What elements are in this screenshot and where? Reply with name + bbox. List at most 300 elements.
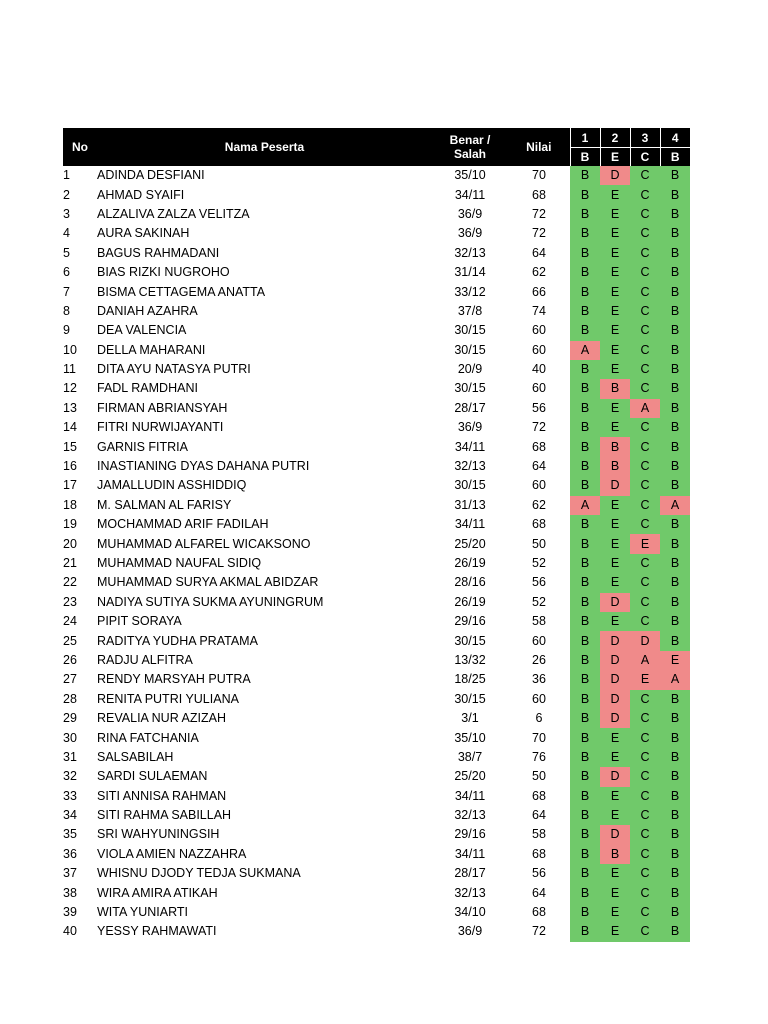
participant-name: ALZALIVA ZALZA VELITZA [97,206,250,221]
participant-name: SRI WAHYUNINGSIH [97,827,220,842]
answer-cell-q2: D [600,593,630,612]
table-row [63,534,690,553]
benar-salah-value: 34/11 [454,846,486,861]
table-row [63,263,690,282]
answer-cell-q4: B [660,806,690,825]
benar-salah-value: 34/11 [454,788,486,803]
answer-cell-q3: C [630,224,660,243]
answer-cell-q4: B [660,205,690,224]
answer-cell-q1: B [570,690,600,709]
row-number: 6 [63,265,70,280]
nilai-value: 68 [532,517,546,532]
answer-cell-q4: B [660,515,690,534]
table-row [63,554,690,573]
answer-cell-q2: E [600,612,630,631]
answer-cell-q2: D [600,651,630,670]
table-row [63,864,690,883]
table-row [63,787,690,806]
answer-cell-q3: C [630,573,660,592]
answer-cell-q1: B [570,437,600,456]
benar-salah-value: 29/16 [454,827,486,842]
participant-name: AURA SAKINAH [97,226,190,241]
answer-cell-q2: E [600,205,630,224]
answer-cell-q4: B [660,476,690,495]
table-row [63,185,690,204]
answer-cell-q3: C [630,496,660,515]
row-number: 39 [63,905,77,920]
nilai-value: 68 [532,905,546,920]
table-row [63,670,690,689]
table-row [63,437,690,456]
table-row [63,496,690,515]
row-number: 33 [63,788,77,803]
answer-cell-q4: B [660,883,690,902]
answer-cell-q1: B [570,903,600,922]
answer-cell-q2: E [600,883,630,902]
answer-cell-q2: D [600,767,630,786]
answer-cell-q1: B [570,515,600,534]
nilai-value: 64 [532,459,546,474]
answer-cell-q1: B [570,767,600,786]
benar-salah-value: 35/10 [454,168,486,183]
benar-salah-value: 13/32 [454,652,486,667]
participant-name: SARDI SULAEMAN [97,769,208,784]
participant-name: BIAS RIZKI NUGROHO [97,265,230,280]
row-number: 12 [63,381,77,396]
benar-salah-value: 29/16 [454,614,486,629]
nilai-value: 72 [532,226,546,241]
benar-salah-value: 3/1 [461,711,479,726]
participant-name: RINA FATCHANIA [97,730,199,745]
participant-name: SITI ANNISA RAHMAN [97,788,227,803]
participant-name: FITRI NURWIJAYANTI [97,420,224,435]
answer-cell-q4: B [660,612,690,631]
benar-salah-value: 34/11 [454,439,486,454]
answer-cell-q2: E [600,282,630,301]
answer-cell-q3: C [630,903,660,922]
answer-cell-q3: C [630,263,660,282]
benar-salah-value: 20/9 [457,362,483,377]
benar-salah-value: 36/9 [457,420,483,435]
table-row [63,883,690,902]
nilai-value: 40 [532,362,546,377]
nilai-value: 72 [532,206,546,221]
row-number: 18 [63,497,77,512]
answer-cell-q4: B [660,437,690,456]
answer-key-2: E [600,148,630,167]
header-benar-label: Benar / [449,133,491,147]
table-row [63,515,690,534]
row-number: 26 [63,652,77,667]
participant-name: DELLA MAHARANI [97,342,206,357]
benar-salah-value: 34/11 [454,187,486,202]
row-number: 9 [63,323,70,338]
row-number: 4 [63,226,70,241]
answer-cell-q3: C [630,767,660,786]
table-row [63,205,690,224]
table-header [63,128,690,166]
row-number: 16 [63,459,77,474]
answer-cell-q4: A [660,670,690,689]
answer-cell-q1: B [570,825,600,844]
answer-cell-q3: C [630,418,660,437]
table-row [63,321,690,340]
nilai-value: 50 [532,536,546,551]
answer-cell-q4: B [660,360,690,379]
participant-name: AHMAD SYAIFI [97,187,185,202]
table-row [63,593,690,612]
table-row [63,224,690,243]
answer-cell-q2: B [600,845,630,864]
answer-cell-q3: A [630,651,660,670]
benar-salah-value: 28/16 [454,575,486,590]
table-row [63,573,690,592]
answer-cell-q4: B [660,787,690,806]
participant-name: INASTIANING DYAS DAHANA PUTRI [97,459,310,474]
nilai-value: 70 [532,168,546,183]
answer-cell-q3: C [630,185,660,204]
answer-cell-q4: B [660,418,690,437]
participant-name: SITI RAHMA SABILLAH [97,808,232,823]
answer-cell-q1: B [570,806,600,825]
answer-cell-q1: B [570,476,600,495]
answer-cell-q2: B [600,457,630,476]
nilai-value: 60 [532,633,546,648]
benar-salah-value: 30/15 [454,342,486,357]
nilai-value: 72 [532,924,546,939]
table-row [63,903,690,922]
answer-cell-q4: B [660,457,690,476]
answer-cell-q1: B [570,399,600,418]
answer-cell-q3: C [630,845,660,864]
answer-cell-q2: D [600,631,630,650]
answer-cell-q3: C [630,437,660,456]
table-row [63,690,690,709]
participant-name: WITA YUNIARTI [97,905,188,920]
answer-cell-q1: B [570,709,600,728]
answer-cell-q1: B [570,883,600,902]
nilai-value: 60 [532,691,546,706]
table-row [63,845,690,864]
row-number: 15 [63,439,77,454]
answer-cell-q2: D [600,476,630,495]
answer-cell-q4: B [660,554,690,573]
benar-salah-value: 26/19 [454,556,486,570]
answer-cell-q2: E [600,728,630,747]
participant-name: FIRMAN ABRIANSYAH [97,400,228,415]
row-number: 35 [63,827,77,842]
answer-cell-q2: E [600,922,630,941]
answer-cell-q2: D [600,825,630,844]
nilai-value: 68 [532,439,546,454]
nilai-value: 70 [532,730,546,745]
participant-name: VIOLA AMIEN NAZZAHRA [97,846,247,861]
header-benar-salah [432,128,508,166]
answer-cell-q1: B [570,651,600,670]
participant-name: RENDY MARSYAH PUTRA [97,672,251,687]
table-body [63,166,690,942]
answer-cell-q1: B [570,418,600,437]
answer-cell-q2: D [600,166,630,185]
answer-cell-q2: E [600,399,630,418]
benar-salah-value: 30/15 [454,323,486,338]
table-row [63,806,690,825]
answer-cell-q1: B [570,670,600,689]
table-row [63,728,690,747]
benar-salah-value: 26/19 [454,594,486,609]
answer-cell-q3: A [630,399,660,418]
answer-cell-q2: E [600,496,630,515]
row-number: 34 [63,808,77,823]
benar-salah-value: 34/10 [454,905,486,920]
answer-cell-q4: B [660,534,690,553]
row-number: 14 [63,420,77,435]
answer-cell-q4: B [660,728,690,747]
nilai-value: 52 [532,594,546,609]
row-number: 7 [63,284,70,299]
answer-cell-q4: B [660,399,690,418]
row-number: 5 [63,245,70,260]
benar-salah-value: 28/17 [454,400,486,415]
answer-cell-q1: B [570,224,600,243]
participant-name: RADITYA YUDHA PRATAMA [97,633,258,648]
answer-cell-q3: E [630,670,660,689]
participant-name: RADJU ALFITRA [97,652,193,667]
table-row [63,651,690,670]
participant-name: WIRA AMIRA ATIKAH [97,885,218,900]
participant-name: MUHAMMAD NAUFAL SIDIQ [97,556,262,570]
answer-cell-q3: C [630,690,660,709]
benar-salah-value: 25/20 [454,536,486,551]
answer-cell-q1: B [570,787,600,806]
row-number: 25 [63,633,77,648]
row-number: 31 [63,749,77,764]
row-number: 1 [63,168,70,183]
nilai-value: 62 [532,265,546,280]
answer-cell-q1: B [570,864,600,883]
participant-name: MUHAMMAD SURYA AKMAL ABIDZAR [97,575,319,590]
benar-salah-value: 32/13 [454,885,486,900]
table-row [63,282,690,301]
answer-cell-q1: B [570,631,600,650]
answer-cell-q2: D [600,690,630,709]
table-row [63,457,690,476]
answer-cell-q2: E [600,903,630,922]
row-number: 32 [63,769,77,784]
header-salah-label: Salah [453,147,486,161]
nilai-value: 64 [532,245,546,260]
answer-cell-q1: B [570,302,600,321]
answer-cell-q3: C [630,515,660,534]
answer-cell-q2: E [600,806,630,825]
table-row [63,302,690,321]
answer-cell-q4: B [660,282,690,301]
header-question-3: 3 [630,128,660,148]
answer-cell-q3: C [630,282,660,301]
answer-cell-q4: B [660,748,690,767]
row-number: 30 [63,730,77,745]
answer-cell-q3: C [630,922,660,941]
nilai-value: 56 [532,575,546,590]
answer-cell-q1: B [570,166,600,185]
benar-salah-value: 38/7 [457,749,483,764]
answer-cell-q3: C [630,302,660,321]
participant-name: MUHAMMAD ALFAREL WICAKSONO [97,536,311,551]
row-number: 13 [63,400,77,415]
participant-name: REVALIA NUR AZIZAH [97,711,226,726]
participant-name: YESSY RAHMAWATI [97,924,217,939]
answer-cell-q3: C [630,341,660,360]
answer-cell-q4: B [660,864,690,883]
answer-cell-q2: E [600,321,630,340]
answer-cell-q3: C [630,748,660,767]
answer-cell-q2: B [600,437,630,456]
header-nilai: Nilai [508,128,570,166]
header-name: Nama Peserta [97,128,432,166]
answer-key-3: C [630,148,660,167]
header-question-4: 4 [660,128,690,148]
answer-cell-q3: C [630,554,660,573]
participant-name: RENITA PUTRI YULIANA [97,691,239,706]
participant-name: SALSABILAH [97,749,174,764]
answer-cell-q4: B [660,631,690,650]
answer-cell-q4: B [660,321,690,340]
answer-cell-q2: D [600,670,630,689]
table-row [63,341,690,360]
answer-cell-q2: E [600,748,630,767]
nilai-value: 62 [532,497,546,512]
row-number: 23 [63,594,77,609]
table-row [63,379,690,398]
nilai-value: 68 [532,187,546,202]
header-question-2: 2 [600,128,630,148]
benar-salah-value: 31/14 [454,265,486,280]
row-number: 22 [63,575,77,590]
row-number: 27 [63,672,77,687]
participant-name: JAMALLUDIN ASSHIDDIQ [97,478,247,493]
answer-cell-q2: E [600,341,630,360]
answer-cell-q1: B [570,573,600,592]
answer-cell-q4: A [660,496,690,515]
nilai-value: 60 [532,323,546,338]
answer-cell-q4: B [660,690,690,709]
row-number: 3 [63,206,70,221]
nilai-value: 50 [532,769,546,784]
answer-cell-q2: D [600,709,630,728]
benar-salah-value: 32/13 [454,459,486,474]
row-number: 40 [63,924,77,939]
table-row [63,399,690,418]
participant-name: NADIYA SUTIYA SUKMA AYUNINGRUM [97,594,324,609]
answer-cell-q2: E [600,787,630,806]
participant-name: DEA VALENCIA [97,323,187,338]
answer-cell-q3: C [630,321,660,340]
table-row [63,922,690,941]
nilai-value: 68 [532,846,546,861]
row-number: 10 [63,342,77,357]
participant-name: WHISNU DJODY TEDJA SUKMANA [97,866,301,881]
nilai-value: 60 [532,478,546,493]
benar-salah-value: 34/11 [454,517,486,532]
answer-cell-q2: E [600,263,630,282]
participant-name: BAGUS RAHMADANI [97,245,220,260]
answer-cell-q3: C [630,825,660,844]
nilai-value: 56 [532,866,546,881]
answer-cell-q3: C [630,244,660,263]
answer-cell-q3: C [630,205,660,224]
answer-cell-q3: C [630,787,660,806]
nilai-value: 52 [532,556,546,570]
answer-cell-q3: C [630,457,660,476]
nilai-value: 6 [535,711,543,726]
answer-cell-q4: B [660,244,690,263]
row-number: 17 [63,478,77,493]
answer-cell-q3: C [630,166,660,185]
answer-cell-q4: E [660,651,690,670]
row-number: 19 [63,517,77,532]
answer-key-1: B [570,148,600,167]
answer-cell-q4: B [660,341,690,360]
nilai-value: 72 [532,420,546,435]
participant-name: PIPIT SORAYA [97,614,182,629]
answer-cell-q2: E [600,185,630,204]
answer-cell-q4: B [660,166,690,185]
benar-salah-value: 36/9 [457,226,483,241]
nilai-value: 76 [532,749,546,764]
participant-name: DITA AYU NATASYA PUTRI [97,362,251,377]
benar-salah-value: 30/15 [454,478,486,493]
answer-cell-q1: B [570,360,600,379]
answer-cell-q1: B [570,263,600,282]
table-row [63,418,690,437]
row-number: 36 [63,846,77,861]
benar-salah-value: 30/15 [454,633,486,648]
table-row [63,631,690,650]
row-number: 8 [63,303,70,318]
benar-salah-value: 37/8 [457,303,483,318]
table-row [63,476,690,495]
benar-salah-value: 32/13 [454,245,486,260]
answer-cell-q2: E [600,864,630,883]
table-row [63,709,690,728]
answer-cell-q1: B [570,282,600,301]
nilai-value: 66 [532,284,546,299]
answer-cell-q3: E [630,534,660,553]
row-number: 21 [63,556,77,570]
benar-salah-value: 30/15 [454,381,486,396]
header-question-1: 1 [570,128,600,148]
nilai-value: 60 [532,342,546,357]
benar-salah-value: 18/25 [454,672,486,687]
participant-name: MOCHAMMAD ARIF FADILAH [97,517,269,532]
row-number: 11 [63,362,76,377]
answer-cell-q4: B [660,573,690,592]
answer-cell-q4: B [660,825,690,844]
participant-name: GARNIS FITRIA [97,439,188,454]
answer-cell-q4: B [660,379,690,398]
benar-salah-value: 36/9 [457,924,483,939]
score-table [63,128,690,942]
answer-cell-q3: C [630,360,660,379]
answer-cell-q3: D [630,631,660,650]
nilai-value: 74 [532,303,546,318]
nilai-value: 26 [532,652,546,667]
answer-cell-q3: C [630,709,660,728]
answer-cell-q1: B [570,185,600,204]
participant-name: ADINDA DESFIANI [97,168,205,183]
table-row [63,767,690,786]
answer-cell-q1: B [570,845,600,864]
